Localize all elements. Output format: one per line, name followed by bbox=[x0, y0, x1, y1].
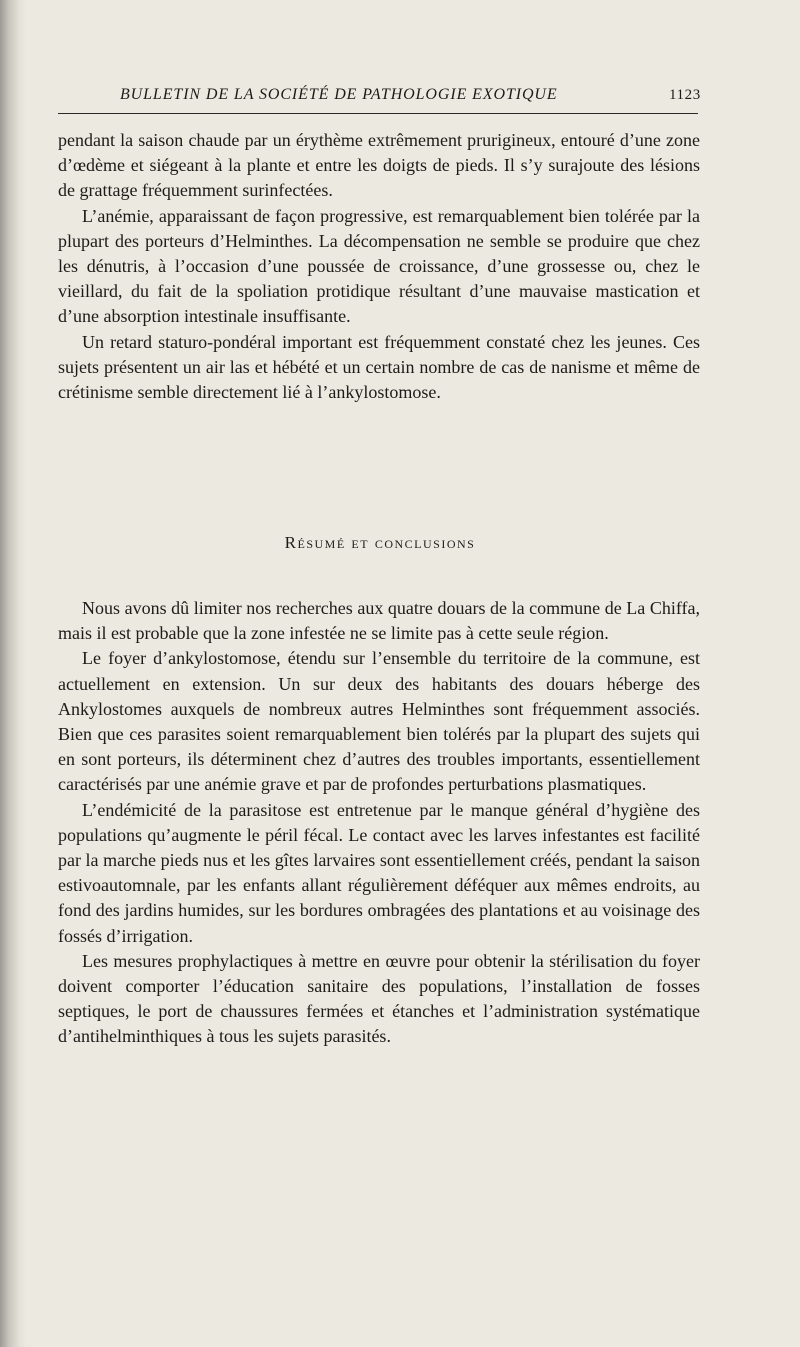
running-head-title: BULLETIN DE LA SOCIÉTÉ DE PATHOLOGIE EXOTIQUE bbox=[120, 86, 558, 103]
paragraph-growth-delay: Un retard staturo-pondéral important est fréquemment constaté chez les jeunes. Ces sujets présentent un air las et hébété et un certain nombre de cas de nanisme et même de crétinisme semble directement lié à l’ankylostomose. bbox=[58, 331, 700, 403]
paragraph-limits: Nous avons dû limiter nos recherches aux quatre douars de la commune de La Chiffa, mais il est probable que la zone infestée ne se limite pas à cette seule région. bbox=[58, 598, 700, 644]
body-text-conclusions bbox=[58, 596, 700, 1050]
header-rule bbox=[58, 113, 698, 114]
body-text-top bbox=[58, 128, 700, 405]
paragraph-focus: Le foyer d’ankylostomose, étendu sur l’ensemble du territoire de la commune, est actuellement en extension. Un sur deux des habitants des douars héberge des Ankylostomes auxquels de nombreux autres Helminthes sont fréquemment associés. Bien que ces parasites soient remarquablement bien tolérés par la plupart des sujets qui en sont porteurs, ils déterminent chez d’autres des troubles importants, essentiellement caractérisés par une anémie grave et par de profondes perturbations plasmatiques. bbox=[58, 648, 700, 795]
paragraph-continued: pendant la saison chaude par un érythème extrêmement prurigineux, entouré d’une zone d’œdème et siégeant à la plante et entre les doigts de pieds. Il s’y surajoute des lésions de grattage fréquemment surinfectées. bbox=[58, 130, 700, 201]
section-heading: Résumé et conclusions bbox=[284, 533, 476, 552]
paragraph-endemicity: L’endémicité de la parasitose est entretenue par le manque général d’hygiène des populations qu’augmente le péril fécal. Le contact avec les larves infestantes est facilité par la marche pieds nus et les gîtes larvaires sont essentiellement créés, pendant la saison estivoautomnale, par les enfants allant régulièrement déféquer aux mêmes endroits, au fond des jardins humides, sur les bordures ombragées des plantations et au voisinage des fossés d’irrigation. bbox=[58, 799, 700, 946]
paragraph-prophylaxis: Les mesures prophylactiques à mettre en œuvre pour obtenir la stérilisation du foyer doivent comporter l’éducation sanitaire des populations, l’installation de fosses septiques, le port de chaussures fermées et étanches et l’administration systématique d’antihelminthiques à tous les sujets parasités. bbox=[58, 950, 700, 1047]
paragraph-anemia: L’anémie, apparaissant de façon progressive, est remarquablement bien tolérée par la plupart des porteurs d’Helminthes. La décompensation ne semble se produire que chez les dénutris, à l’occasion d’une poussée de croissance, d’une grossesse ou, chez le vieillard, du fait de la spoliation protidique résultant d’une mauvaise mastication et d’une absorption intestinale insuffisante. bbox=[58, 205, 700, 327]
page-number: 1123 bbox=[669, 87, 701, 103]
